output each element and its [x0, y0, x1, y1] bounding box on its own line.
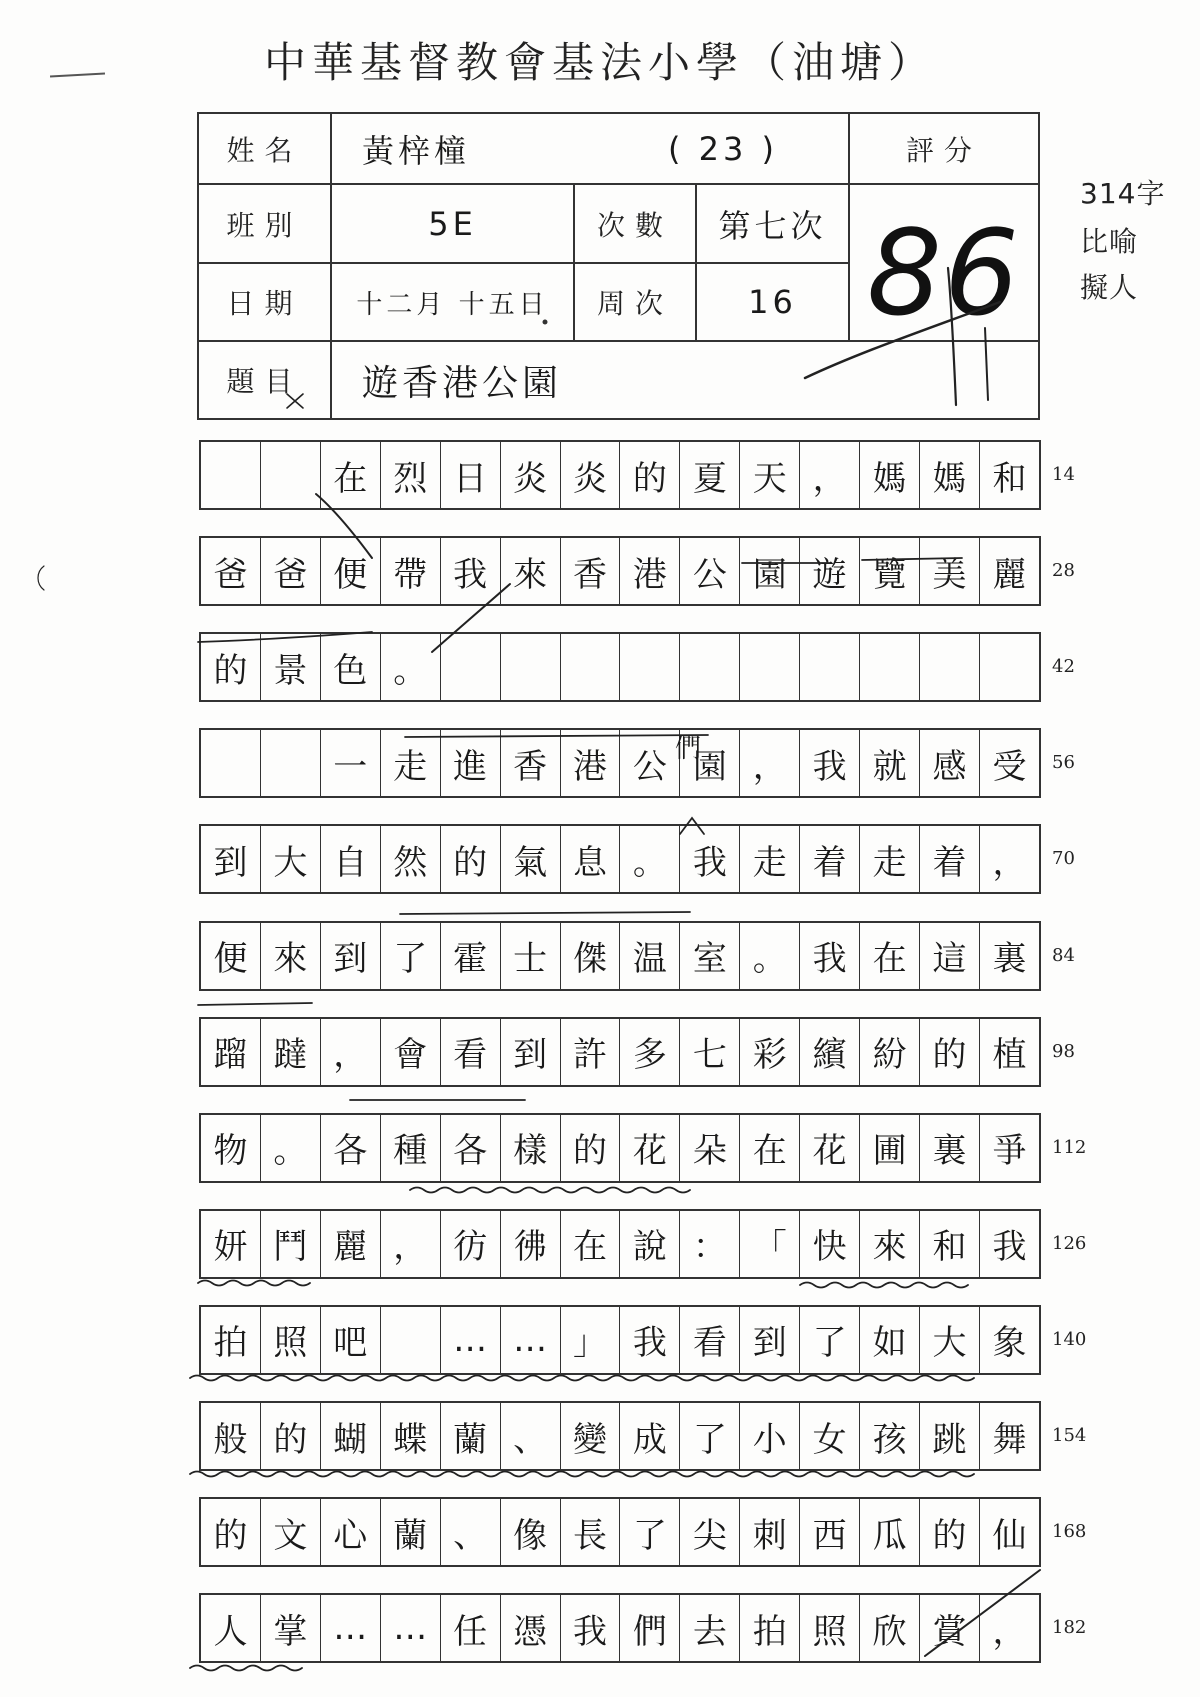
char-count: 70 [1052, 848, 1075, 870]
char-count: 168 [1052, 1521, 1087, 1543]
grid-cell: 來 [261, 923, 321, 989]
grid-cell: 港 [561, 730, 621, 796]
grid-cell: 仙 [992, 1515, 1027, 1556]
grid-cell [920, 634, 980, 700]
grid-cell: 的 [920, 1019, 980, 1085]
grid-cell: 文 [261, 1499, 321, 1565]
grid-cell: 般 [201, 1403, 261, 1469]
grid-cell [561, 634, 621, 700]
char-count: 140 [1052, 1328, 1087, 1350]
grid-cell: 鬥 [261, 1211, 321, 1277]
grid-cell: 我 [992, 1227, 1027, 1268]
wavy-underline [198, 1281, 310, 1286]
seat-number: ( 23 ) [667, 129, 778, 168]
grid-cell: 去 [680, 1595, 740, 1661]
week-field [695, 262, 850, 342]
grid-cell: 蝴 [321, 1403, 381, 1469]
grid-cell: 室 [680, 923, 740, 989]
grid-cell: 彿 [501, 1211, 561, 1277]
composition-row [199, 536, 1041, 606]
grid-cell [441, 634, 501, 700]
grid-cell: 天 [740, 442, 800, 508]
grid-cell: 掌 [261, 1595, 321, 1661]
grid-cell: 孩 [860, 1403, 920, 1469]
grid-cell: 在 [860, 923, 920, 989]
grid-cell: 彷 [441, 1211, 501, 1277]
grid-cell: 温 [620, 923, 680, 989]
grid-cell: 朵 [680, 1115, 740, 1181]
grid-cell: 蝶 [381, 1403, 441, 1469]
grid-cell: 心 [321, 1499, 381, 1565]
grid-cell: 。 [261, 1115, 321, 1181]
name-field [330, 112, 850, 185]
grid-cell: 賞 [920, 1595, 980, 1661]
attempt-label: 次數 [573, 183, 697, 264]
grid-cell: 和 [992, 458, 1027, 499]
class-label: 班別 [197, 183, 332, 264]
grid-cell: 物 [201, 1115, 261, 1181]
grid-cell: 爭 [992, 1131, 1027, 1172]
char-count: 28 [1052, 560, 1075, 582]
grid-cell: 烈 [381, 442, 441, 508]
grid-cell: 花 [620, 1115, 680, 1181]
grid-cell: 如 [860, 1307, 920, 1373]
grid-cell: 港 [620, 538, 680, 604]
grid-cell: 在 [561, 1211, 621, 1277]
grid-cell: 我 [441, 538, 501, 604]
grid-cell: 我 [561, 1595, 621, 1661]
date-label: 日期 [197, 262, 332, 342]
grid-cell: … [381, 1595, 441, 1661]
grid-cell [740, 634, 800, 700]
wavy-underline [190, 1376, 974, 1381]
grid-cell: 圃 [860, 1115, 920, 1181]
grid-cell: 會 [381, 1019, 441, 1085]
grid-cell: 着 [800, 826, 860, 892]
grid-cell: 舞 [992, 1419, 1027, 1460]
grid-cell: 裏 [992, 939, 1027, 979]
grid-cell [860, 634, 920, 700]
grid-cell: 走 [740, 826, 800, 892]
grid-cell: 紛 [860, 1019, 920, 1085]
grid-cell: 傑 [561, 923, 621, 989]
grid-cell: 爸 [201, 538, 261, 604]
composition-row [199, 1113, 1041, 1183]
grid-cell [620, 634, 680, 700]
grid-cell: ， [740, 730, 800, 796]
name-label: 姓名 [197, 112, 332, 185]
grid-cell: 蹓 [201, 1019, 261, 1085]
composition-row [199, 440, 1041, 510]
grid-cell: 象 [992, 1323, 1027, 1364]
grid-cell: 們 [620, 1595, 680, 1661]
grid-cell: 七 [680, 1019, 740, 1085]
margin-note-word-count: 314字 [1080, 177, 1166, 210]
grid-cell: 妍 [201, 1211, 261, 1277]
grid-cell: 人 [201, 1595, 261, 1661]
grid-cell: 的 [201, 634, 261, 700]
grid-cell: 自 [321, 826, 381, 892]
grid-cell: 走 [860, 826, 920, 892]
grid-cell: 到 [501, 1019, 561, 1085]
grid-cell: 到 [740, 1307, 800, 1373]
grid-cell: 我 [680, 826, 740, 892]
topic-label: 題目 [197, 340, 332, 420]
grid-cell: 像 [501, 1499, 561, 1565]
name-value: 黃梓橦 [362, 131, 471, 170]
grid-cell: … [501, 1307, 561, 1373]
wavy-underline [190, 1666, 302, 1671]
grid-cell: 感 [920, 730, 980, 796]
char-count: 154 [1052, 1425, 1087, 1446]
grid-cell: 快 [800, 1211, 860, 1277]
grid-cell [501, 634, 561, 700]
grid-cell [800, 634, 860, 700]
grid-cell: 媽 [860, 442, 920, 508]
grid-cell: 媽 [920, 442, 980, 508]
grid-cell: 彩 [740, 1019, 800, 1085]
grid-cell: 夏 [680, 442, 740, 508]
grid-cell: 看 [441, 1019, 501, 1085]
grid-cell: 一 [321, 730, 381, 796]
week-value: 16 [748, 283, 797, 321]
grid-cell: ， [381, 1211, 441, 1277]
grid-cell: 尖 [680, 1499, 740, 1565]
grid-cell: 了 [800, 1307, 860, 1373]
grid-cell: 看 [680, 1307, 740, 1373]
grid-cell: 了 [680, 1403, 740, 1469]
grid-cell: 景 [261, 634, 321, 700]
grid-cell: 氣 [501, 826, 561, 892]
grid-cell [261, 730, 321, 796]
grid-cell: 的 [441, 826, 501, 892]
grid-cell: 蘭 [381, 1499, 441, 1565]
grid-cell: 帶 [381, 538, 441, 604]
grid-cell: 遊 [800, 538, 860, 604]
grid-cell: 麗 [992, 554, 1027, 595]
composition-row [199, 1305, 1041, 1375]
grid-cell: ： [680, 1211, 740, 1277]
attempt-value: 第七次 [718, 206, 827, 245]
school-name: 中華基督教會基法小學（油塘） [263, 38, 936, 87]
grid-cell: 日 [441, 442, 501, 508]
grid-cell: 拍 [740, 1595, 800, 1661]
topic-field [330, 340, 1040, 420]
grid-cell: 的 [561, 1115, 621, 1181]
grid-cell: 繽 [800, 1019, 860, 1085]
grid-cell: 在 [740, 1115, 800, 1181]
grid-cell: 美 [920, 538, 980, 604]
grid-cell: 成 [620, 1403, 680, 1469]
margin-note-metaphor: 比喻 [1080, 225, 1139, 258]
grid-cell [680, 634, 740, 700]
topic-value: 遊香港公園 [362, 362, 563, 404]
grid-cell: 就 [860, 730, 920, 796]
composition-row [199, 1017, 1041, 1087]
grid-cell [201, 442, 261, 508]
grid-cell: 的 [620, 442, 680, 508]
grid-cell: 色 [321, 634, 381, 700]
grid-cell: 的 [201, 1499, 261, 1565]
grid-cell: 「 [740, 1211, 800, 1277]
grid-cell: 公 [620, 730, 680, 796]
char-count: 182 [1052, 1617, 1087, 1639]
composition-row [199, 1497, 1041, 1567]
grid-cell: 公 [680, 538, 740, 604]
grid-cell: 躂 [261, 1019, 321, 1085]
score-value: 86 [866, 203, 1022, 342]
grid-cell: 我 [800, 730, 860, 796]
composition-row [199, 728, 1041, 798]
char-count: 42 [1052, 656, 1075, 678]
grid-cell: … [321, 1595, 381, 1661]
grid-cell: 拍 [201, 1307, 261, 1373]
grid-cell: 照 [800, 1595, 860, 1661]
grid-cell: 這 [920, 923, 980, 989]
grid-cell: 、 [501, 1403, 561, 1469]
grid-cell: 便 [201, 923, 261, 989]
inserted-correction: 們 [675, 734, 702, 764]
grid-cell: 然 [381, 826, 441, 892]
grid-cell: 着 [920, 826, 980, 892]
grid-cell: 變 [561, 1403, 621, 1469]
grid-cell: 各 [441, 1115, 501, 1181]
grid-cell: 霍 [441, 923, 501, 989]
grid-cell: 我 [620, 1307, 680, 1373]
char-count: 98 [1052, 1040, 1075, 1062]
grid-cell: 各 [321, 1115, 381, 1181]
grid-cell: 園 [740, 538, 800, 604]
attempt-field [695, 183, 850, 264]
date-field [330, 262, 575, 342]
grid-cell: 植 [992, 1035, 1027, 1076]
grid-cell: 的 [920, 1499, 980, 1565]
margin-bracket-mark [38, 566, 44, 590]
grid-cell: 多 [620, 1019, 680, 1085]
grid-cell: 我 [800, 923, 860, 989]
grid-cell: 種 [381, 1115, 441, 1181]
grid-cell: 、 [441, 1499, 501, 1565]
grid-cell: 來 [860, 1211, 920, 1277]
composition-row [199, 921, 1041, 991]
grid-cell: 刺 [740, 1499, 800, 1565]
char-count: 56 [1052, 752, 1075, 774]
grid-cell: 照 [261, 1307, 321, 1373]
grid-cell: 香 [501, 730, 561, 796]
score-field [848, 183, 1040, 342]
grid-cell: 便 [321, 538, 381, 604]
composition-row [199, 1593, 1041, 1663]
composition-row [199, 824, 1041, 894]
class-field [330, 183, 575, 264]
grid-cell: 麗 [321, 1211, 381, 1277]
grid-cell: … [441, 1307, 501, 1373]
date-value: 十二月 十五日 [356, 289, 549, 320]
grid-cell: 西 [800, 1499, 860, 1565]
score-label: 評分 [848, 112, 1040, 185]
composition-row [199, 1401, 1041, 1471]
wavy-underline [410, 1188, 690, 1193]
grid-cell: ， [992, 1611, 1027, 1652]
grid-cell: 了 [381, 923, 441, 989]
grid-cell: 欣 [860, 1595, 920, 1661]
grid-cell: 在 [321, 442, 381, 508]
grid-cell: 大 [261, 826, 321, 892]
grid-cell: 和 [920, 1211, 980, 1277]
grid-cell: 樣 [501, 1115, 561, 1181]
grid-cell: 走 [381, 730, 441, 796]
grid-cell: 。 [740, 923, 800, 989]
grid-cell: 任 [441, 1595, 501, 1661]
grid-cell: 。 [620, 826, 680, 892]
underline-mark [198, 1003, 312, 1005]
grid-cell: 瓜 [860, 1499, 920, 1565]
grid-cell: 爸 [261, 538, 321, 604]
grid-cell: 炎 [561, 442, 621, 508]
composition-row [199, 1209, 1041, 1279]
char-count: 126 [1052, 1232, 1087, 1254]
grid-cell: 」 [561, 1307, 621, 1373]
grid-cell: 覽 [860, 538, 920, 604]
grid-cell: 說 [620, 1211, 680, 1277]
wavy-underline [800, 1283, 968, 1288]
grid-cell: 香 [561, 538, 621, 604]
grid-cell [980, 634, 1039, 700]
grid-cell [261, 442, 321, 508]
grid-cell: 息 [561, 826, 621, 892]
grid-cell [201, 730, 261, 796]
grid-cell: 了 [620, 1499, 680, 1565]
grid-cell: 憑 [501, 1595, 561, 1661]
grid-cell: 炎 [501, 442, 561, 508]
grid-cell: 士 [501, 923, 561, 989]
grid-cell: 小 [740, 1403, 800, 1469]
grid-cell: 大 [920, 1307, 980, 1373]
grid-cell: 許 [561, 1019, 621, 1085]
margin-note-personification: 擬人 [1080, 271, 1139, 304]
grid-cell [381, 1307, 441, 1373]
grid-cell: 進 [441, 730, 501, 796]
grid-cell: 到 [321, 923, 381, 989]
grid-cell: 園 [680, 730, 740, 796]
underline-mark [400, 912, 690, 914]
grid-cell: 。 [381, 634, 441, 700]
grid-cell: 到 [201, 826, 261, 892]
grid-cell: 女 [800, 1403, 860, 1469]
grid-cell: 來 [501, 538, 561, 604]
grid-cell: ， [800, 442, 860, 508]
grid-cell: ， [321, 1019, 381, 1085]
composition-row [199, 632, 1041, 702]
grid-cell: 蘭 [441, 1403, 501, 1469]
char-count: 84 [1052, 944, 1075, 966]
grid-cell: ， [992, 842, 1027, 883]
grid-cell: 吧 [321, 1307, 381, 1373]
grid-cell: 受 [992, 746, 1027, 787]
class-value: 5E [428, 204, 477, 243]
grid-cell: 的 [261, 1403, 321, 1469]
wavy-underline [190, 1472, 974, 1477]
char-count: 112 [1052, 1136, 1087, 1158]
grid-cell: 跳 [920, 1403, 980, 1469]
grid-cell: 裏 [920, 1115, 980, 1181]
week-label: 周次 [573, 262, 697, 342]
char-count: 14 [1052, 464, 1075, 485]
grid-cell: 長 [561, 1499, 621, 1565]
grid-cell: 花 [800, 1115, 860, 1181]
